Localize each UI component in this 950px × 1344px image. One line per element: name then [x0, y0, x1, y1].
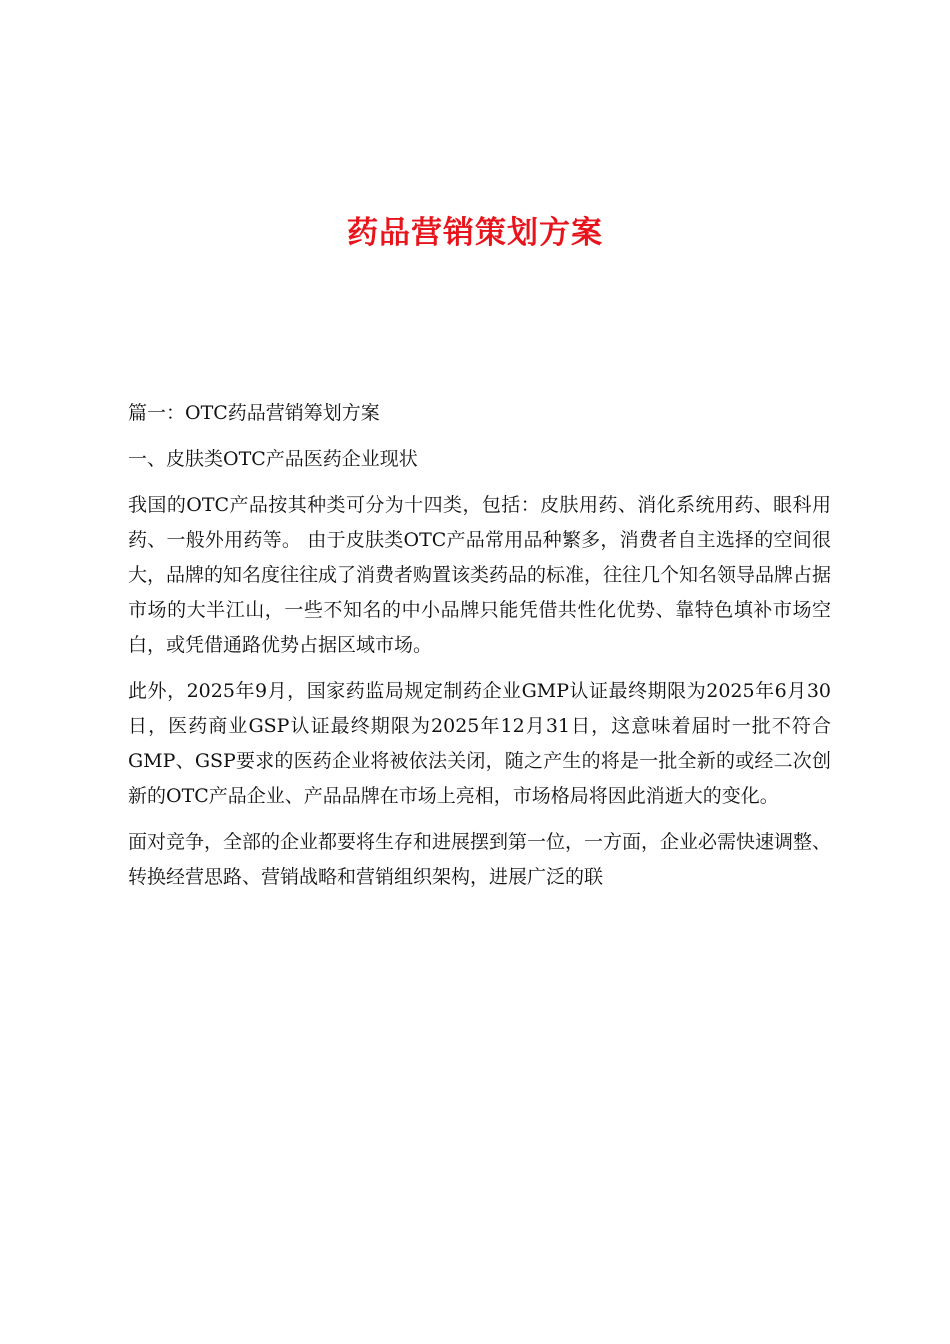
body-paragraph: 我国的OTC产品按其种类可分为十四类，包括：皮肤用药、消化系统用药、眼科用药、一般外用药等。 由于皮肤类OTC产品常用品种繁多，消费者自主选择的空间很大，品牌的知名度往往成了消费者购置该类药品的标准，往往几个知名领导品牌占据市场的大半江山，一些不知名的中小品牌只能凭借共性化优势、靠特色填补市场空白，或凭借通路优势占据区域市场。 — [128, 494, 832, 656]
subsection-heading: 一、皮肤类OTC产品医药企业现状 — [128, 448, 418, 470]
body-paragraph: 面对竞争，全部的企业都要将生存和进展摆到第一位，一方面，企业必需快速调整、转换经营思路、营销战略和营销组织架构，进展广泛的联 — [128, 831, 832, 888]
section-heading: 篇一：OTC药品营销筹划方案 — [128, 402, 380, 424]
document-body — [128, 396, 831, 906]
document-title: 药品营销策划方案 — [347, 215, 603, 251]
body-paragraph: 此外，2025年9月，国家药监局规定制药企业GMP认证最终期限为2025年6月30日，医药商业GSP认证最终期限为2025年12月31日，这意味着届时一批不符合GMP、GSP要求的医药企业将被依法关闭，随之产生的将是一批全新的或经二次创新的OTC产品企业、产品品牌在市场上亮相，市场格局将因此消逝大的变化。 — [128, 680, 831, 807]
